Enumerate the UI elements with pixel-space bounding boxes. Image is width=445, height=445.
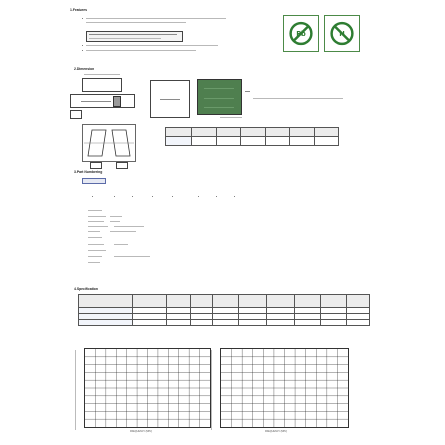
dimension-chip-photo: [197, 79, 242, 115]
spec-table-cell: [347, 320, 370, 326]
spec-table-header-cell: [133, 295, 167, 308]
spec-table-cell: [239, 320, 267, 326]
feature-bullet: [82, 50, 83, 51]
dimension-chip-caption: [253, 98, 343, 99]
spec-table-header-cell: [239, 295, 267, 308]
dimension-table-cell: [314, 137, 339, 146]
part-number-legend: [88, 210, 228, 270]
part-number-index-dot: [198, 196, 199, 197]
dimension-side-outline: [70, 94, 135, 108]
part-number-code-char: [109, 178, 113, 183]
part-number-code-char: [162, 178, 166, 183]
part-number-index-dot: [132, 196, 133, 197]
feature-bullet: [82, 18, 83, 19]
chart-1-x-axis-label: FREQUENCY (MHz): [130, 430, 153, 433]
feature-bullet: [82, 45, 83, 46]
halogen-free-icon: [325, 16, 359, 51]
spec-table-cell: [167, 320, 191, 326]
no-lead-icon: [284, 16, 318, 51]
dimension-table-row: [166, 137, 339, 146]
svg-text:Pb: Pb: [296, 29, 306, 38]
spec-table-cell: [191, 320, 213, 326]
dimension-table-header-cell: [290, 128, 315, 137]
pad-layout-drawing: [82, 124, 136, 169]
spec-table-header-cell: [267, 295, 295, 308]
dimension-table-header-cell: [216, 128, 241, 137]
dimension-table-header-cell: [314, 128, 339, 137]
dimension-table-cell: [216, 137, 241, 146]
dimension-table-cell: [241, 137, 266, 146]
dimension-table-cell: [166, 137, 192, 146]
part-number-code: [82, 178, 242, 202]
dimension-table-header-cell: [241, 128, 266, 137]
spec-table-header-row: [79, 295, 370, 308]
part-number-code-char: [210, 178, 214, 183]
section-heading-dimension: 2.Dimension: [74, 67, 95, 71]
dimension-side-view: [150, 80, 195, 120]
dimension-table-header-row: [166, 128, 339, 137]
chart-1-plot-area: [84, 348, 211, 428]
part-number-index-dot: [216, 196, 217, 197]
specification-table: [78, 294, 370, 326]
part-number-code-char: [122, 178, 126, 183]
dimension-front-view: [70, 74, 135, 122]
part-number-code-char: [237, 178, 241, 183]
halogen-free-badge: [324, 15, 360, 52]
feature-line-2: [86, 45, 218, 46]
spec-table-header-cell: [347, 295, 370, 308]
dimension-top-outline: [82, 78, 122, 92]
dimension-table-header-cell: [265, 128, 290, 137]
no-lead-badge: [283, 15, 319, 52]
part-number-code-char: [134, 178, 138, 183]
dimension-table-header-cell: [166, 128, 192, 137]
dimension-terminal-outline: [70, 110, 82, 119]
dimension-table-cell: [290, 137, 315, 146]
section-heading-specification: 4.Specification: [74, 287, 98, 291]
part-number-code-char: [178, 178, 182, 183]
spec-table-header-cell: [321, 295, 347, 308]
part-number-code-char: [224, 178, 228, 183]
part-number-index-dot: [92, 196, 93, 197]
spec-table-cell: [213, 320, 239, 326]
svg-text:H: H: [339, 29, 345, 38]
pad-layout-diagonals: [82, 124, 136, 162]
features-list: [82, 14, 277, 62]
spec-table-header-cell: [191, 295, 213, 308]
part-number-index-dot: [234, 196, 235, 197]
spec-table-cell: [79, 320, 133, 326]
chart-2-svg: [221, 349, 348, 427]
part-number-index-dot: [152, 196, 153, 197]
part-number-code-char: [148, 178, 152, 183]
chart-2-plot-area: [220, 348, 349, 428]
dimension-table-cell: [192, 137, 217, 146]
spec-table-cell: [295, 320, 321, 326]
dimension-table-cell: [265, 137, 290, 146]
chart-2-x-axis-label: FREQUENCY (MHz): [265, 430, 288, 433]
spec-table-header-cell: [213, 295, 239, 308]
spec-table-cell: [321, 320, 347, 326]
spec-table-cell: [133, 320, 167, 326]
spec-table-row: [79, 320, 370, 326]
dimension-chip-sub-caption: [220, 117, 242, 118]
part-number-index-dot: [114, 196, 115, 197]
spec-table-cell: [267, 320, 295, 326]
spec-table-header-cell: [79, 295, 133, 308]
chart-1-svg: [85, 349, 210, 427]
spec-table-header-cell: [295, 295, 321, 308]
section-heading-features: 1.Features: [70, 8, 87, 12]
feature-highlight-box: [86, 31, 183, 42]
section-heading-part-numbering: 3.Part Numbering: [74, 170, 103, 174]
spec-table-header-cell: [167, 295, 191, 308]
feature-line-3: [86, 50, 196, 51]
feature-line-1b: [86, 22, 186, 23]
part-number-prefix: [82, 178, 106, 184]
dimension-table: [165, 127, 339, 146]
dimension-table-header-cell: [192, 128, 217, 137]
feature-line-1: [86, 18, 226, 19]
part-number-code-char: [194, 178, 198, 183]
part-number-index-dot: [172, 196, 173, 197]
